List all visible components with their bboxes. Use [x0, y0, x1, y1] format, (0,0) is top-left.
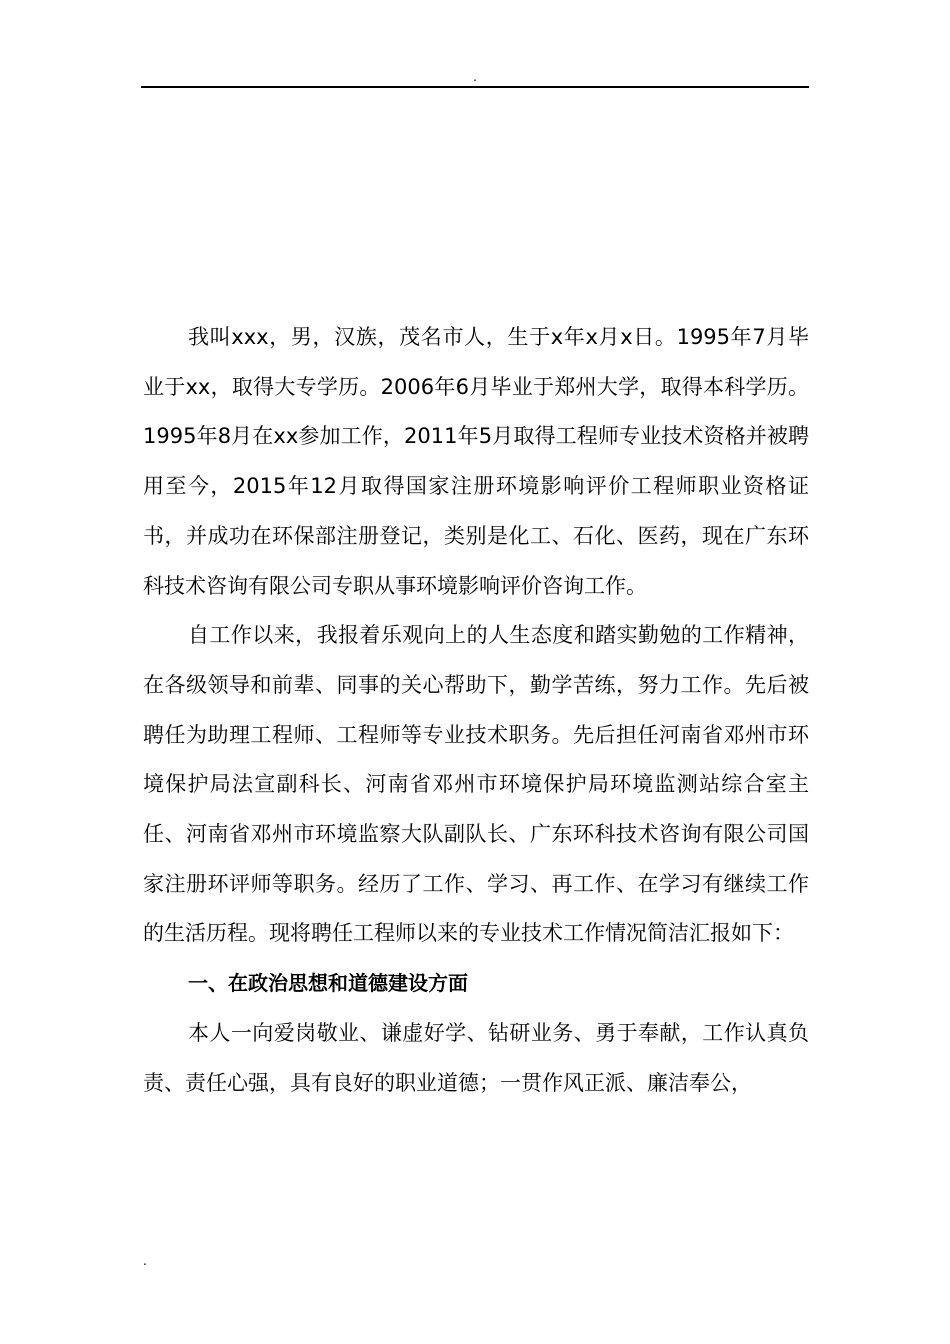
document-body: [143, 313, 809, 1108]
section-heading: 一、在政治思想和道德建设方面: [188, 971, 468, 996]
header-mark: .: [473, 70, 477, 84]
paragraph-intro: 我叫xxx，男，汉族，茂名市人，生于x年x月x日。1995年7月毕业于xx，取得大专学历。2006年6月毕业于郑州大学，取得本科学历。1995年8月在xx参加工作，2011年5月取得工程师专业技术资格并被聘用至今，2015年12月取得国家注册环境影响评价工程师职业资格证书，并成功在环保部注册登记，类别是化工、石化、医药，现在广东环科技术咨询有限公司专职从事环境影响评价咨询工作。: [143, 325, 809, 598]
paragraph-ethics: 本人一向爱岗敬业、谦虚好学、钻研业务、勇于奉献，工作认真负责、责任心强，具有良好的职业道德；一贯作风正派、廉洁奉公，: [143, 1020, 809, 1095]
header-rule: [141, 86, 809, 88]
paragraph-career: 自工作以来，我报着乐观向上的人生态度和踏实勤勉的工作精神，在各级领导和前辈、同事的关心帮助下，勤学苦练，努力工作。先后被聘任为助理工程师、工程师等专业技术职务。先后担任河南省邓州市环境保护局法宣副科长、河南省邓州市环境保护局环境监测站综合室主任、河南省邓州市环境监察大队副队长、广东环科技术咨询有限公司国家注册环评师等职务。经历了工作、学习、再工作、在学习有继续工作的生活历程。现将聘任工程师以来的专业技术工作情况简洁汇报如下：: [143, 623, 809, 946]
footer-mark: .: [143, 1254, 147, 1268]
